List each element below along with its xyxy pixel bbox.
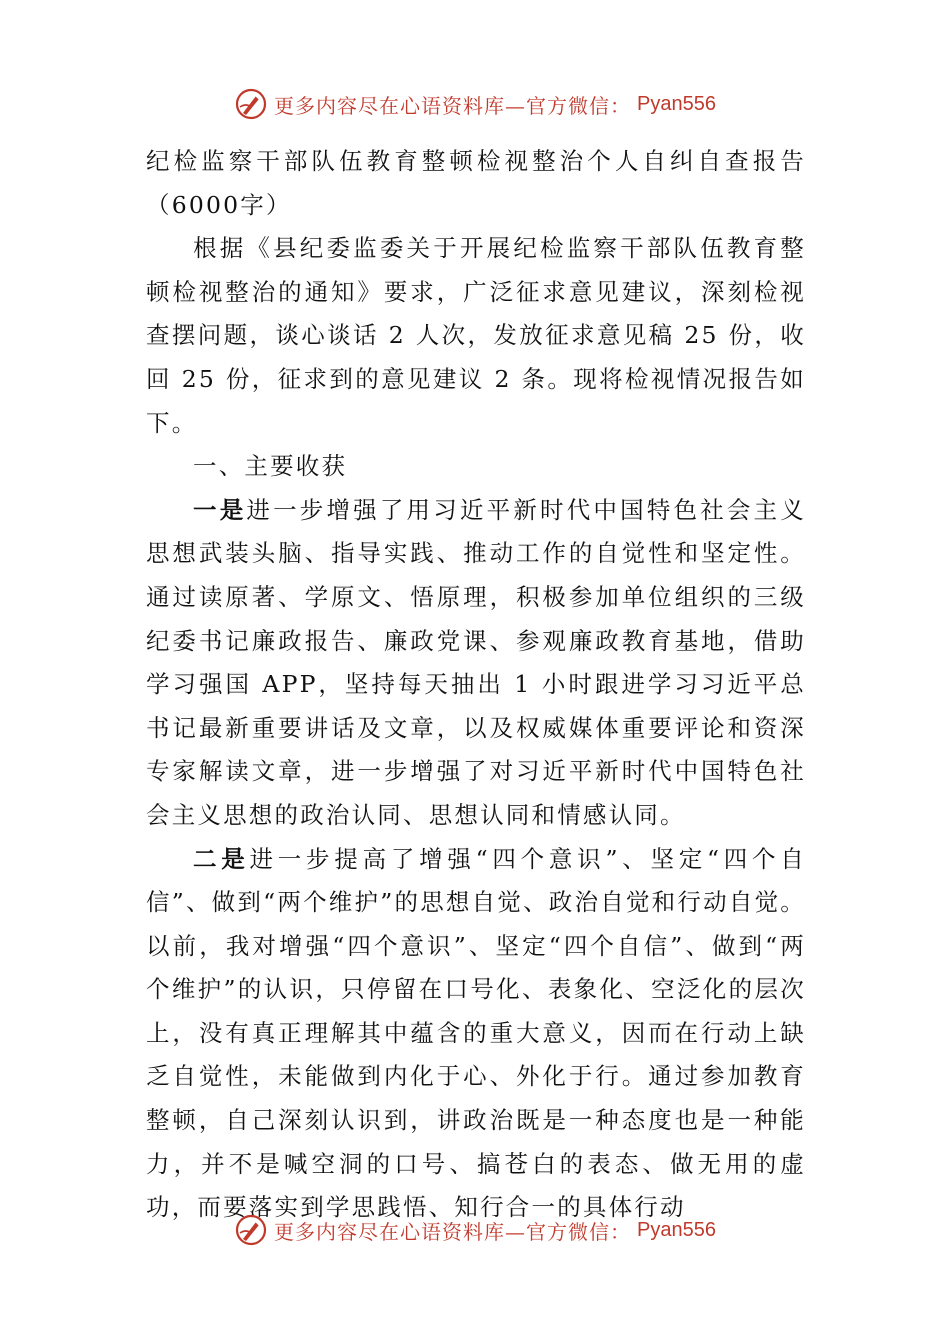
document-title: 纪检监察干部队伍教育整顿检视整治个人自纠自查报告（6000字） xyxy=(146,147,806,219)
point-two-text: 进一步提高了增强“四个意识”、坚定“四个自信”、做到“两个维护”的思想自觉、政治自觉和行动自觉。以前，我对增强“四个意识”、坚定“四个自信”、做到“两个维护”的认识，只停留在口号化、表象化、空泛化的层次上，没有真正理解其中蕴含的重大意义，因而在行动上缺乏自觉性，未能做到内化于心、外化于行。通过参加教育整顿，自己深刻认识到，讲政治既是一种态度也是一种能力，并不是喊空洞的口号、搞苍白的表态、做无用的虚功，而要落实到学思践悟、知行合一的具体行动 xyxy=(146,844,806,1222)
pen-circle-logo-icon xyxy=(234,87,268,121)
intro-paragraph: 根据《县纪委监委关于开展纪检监察干部队伍教育整顿检视整治的通知》要求，广泛征求意见建议，深刻检视查摆问题，谈心谈话 2 人次，发放征求意见稿 25 份，收回 25 份，征求到的意见建议 2 条。现将检视情况报告如下。 xyxy=(146,234,806,437)
pen-circle-logo-icon xyxy=(234,1213,268,1247)
banner-contact: Pyan556 xyxy=(637,92,716,115)
document-body xyxy=(146,140,806,1230)
footer-watermark-banner xyxy=(0,1210,950,1250)
point-two-paragraph xyxy=(146,838,806,1230)
point-one-lead: 一是 xyxy=(193,495,247,524)
banner-contact: Pyan556 xyxy=(637,1218,716,1241)
banner-text: 更多内容尽在心语资料库—官方微信： xyxy=(274,93,632,118)
point-one-paragraph xyxy=(146,489,806,838)
point-one-text: 进一步增强了用习近平新时代中国特色社会主义思想武装头脑、指导实践、推动工作的自觉性和坚定性。通过读原著、学原文、悟原理，积极参加单位组织的三级纪委书记廉政报告、廉政党课、参观廉政教育基地，借助学习强国 APP，坚持每天抽出 1 小时跟进学习习近平总书记最新重要讲话及文章，以及权威媒体重要评论和资深专家解读文章，进一步增强了对习近平新时代中国特色社会主义思想的政治认同、思想认同和情感认同。 xyxy=(146,495,806,829)
point-two-lead: 二是 xyxy=(193,844,250,873)
header-watermark-banner xyxy=(0,84,950,124)
banner-text: 更多内容尽在心语资料库—官方微信： xyxy=(274,1219,632,1244)
section-heading: 一、主要收获 xyxy=(193,452,348,481)
